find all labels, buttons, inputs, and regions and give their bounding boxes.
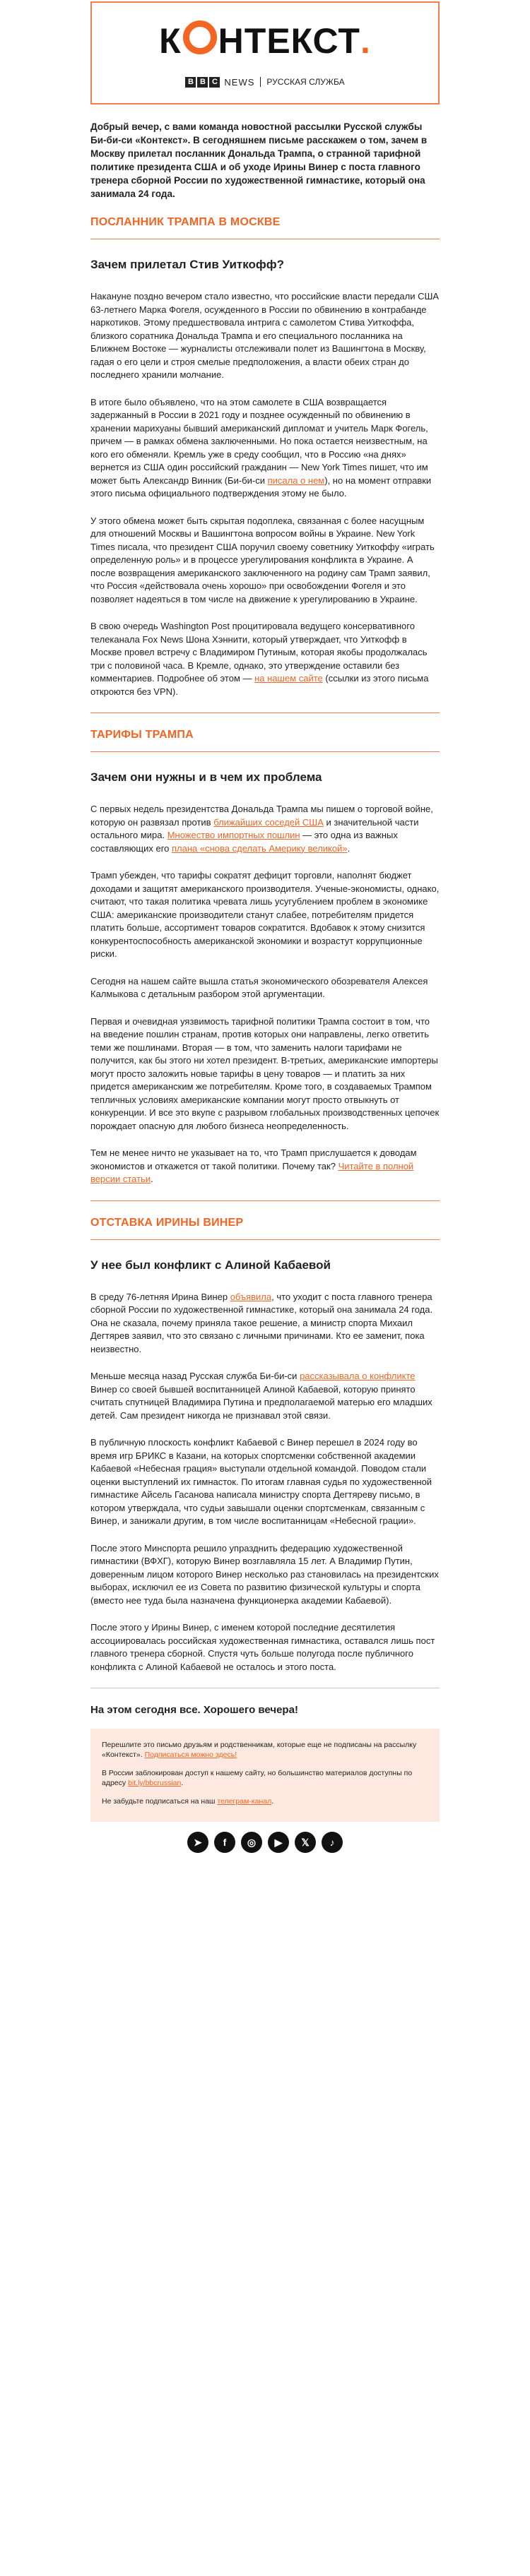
paragraph-text: Первая и очевидная уязвимость тарифной политики Трампа состоит в том, что на введение пошлин странам, против которых они направлены, легко ответить теми же пошлинами. Вторая — в том, что заменить налоги тарифами не получится, как бы этого ни хотел президент. В-третьих, американские импортеры могут просто заложить новые тарифы в цену товаров — и платить за них придется американским же потребителям. Кроме того, в создаваемых Трампом тепличных условиях американские компании могут просто отвыкнуть от конкуренции. И все это вкупе с разрывом глобальных производственных цепочек порождает опасную для любого бизнеса неопределенность. — [90, 1015, 440, 1131]
telegram-icon[interactable]: ➤ — [187, 1832, 208, 1853]
story-headline: У нее был конфликт с Алиной Кабаевой — [90, 1258, 331, 1272]
mirror-link[interactable]: bit.ly/bbcrussian — [128, 1779, 182, 1787]
paragraph-text: Трамп убежден, что тарифы сократят дефицит торговли, наполнят бюджет доходами и защитят американского производителя. Ученые-экономисты, однако, считают, что такая политика чревата лишь усугублением проблем в экономике США: американские производители станут слабее, потребителям придется платить больше, ассортимент товаров сократится. Вдобавок к этому снизится конкурентоспособность американской экономики и возрастут коррупционные риски. — [90, 870, 440, 959]
x-icon[interactable]: 𝕏 — [295, 1832, 316, 1853]
inline-link[interactable]: объявила — [230, 1291, 272, 1302]
logo-ring-icon — [183, 20, 217, 54]
logo-text-right: НТЕКСТ — [218, 20, 360, 61]
section-divider — [90, 751, 440, 752]
youtube-icon[interactable]: ▶ — [268, 1832, 289, 1853]
section-divider-top — [90, 1200, 440, 1201]
story-paragraph — [90, 290, 440, 382]
paragraph-text: В итоге было объявлено, что на этом самолете в США возвращается задержанный в России в 2021 году и позднее осужденный по обвинению в хранении марихуаны бывший американский дипломат и учитель Марк Фогель, причем — в рамках обмена заключенными. Но пока остается неизвестным, на кого его обменяли. Кремль уже в среду сообщил, что в Россию «на днях» вернется из США один российский гражданин — New York Times пишет, что им может быть Александр Винник (Би-би-си — [90, 396, 428, 486]
intro-paragraph: Добрый вечер, с вами команда новостной рассылки Русской службы Би-би-си «Контекст». В сегодняшнем письме расскажем о том, зачем в Москву прилетал посланник Дональда Трампа, о странной тарифной политике президента США и об уходе Ирины Винер с поста главного тренера сборной России по художественной гимнастике, который она занимала 24 года. — [90, 121, 428, 199]
bbc-letter: B — [197, 77, 208, 88]
subscribe-link[interactable]: Подписаться можно здесь! — [144, 1751, 237, 1759]
bbc-letter: C — [209, 77, 220, 88]
kontekst-logo[interactable] — [159, 19, 371, 59]
paragraph-text: — это одна из важных составляющих его — [90, 830, 398, 854]
paragraph-text: (ссылки из этого письма откроются без VPN). — [90, 673, 429, 697]
inline-link[interactable]: плана «снова сделать Америку великой» — [172, 842, 348, 854]
paragraph-text: Винер со своей бывшей воспитанницей Алиной Кабаевой, которую принято считать спутницей Владимира Путина и предполагаемой матерью его младших детей. Сам президент никогда не признавал этой связи. — [90, 1383, 432, 1421]
story-paragraph — [90, 396, 440, 501]
footer-text: Перешлите это письмо друзьям и родственникам, которые еще не подписаны на рассылку «Контекст». — [102, 1741, 417, 1759]
story-paragraph — [90, 1542, 440, 1608]
paragraph-text: Тем не менее ничто не указывает на то, что Трамп прислушается к доводам экономистов и откажется от такой политики. Почему так? — [90, 1147, 417, 1171]
bbc-blocks-icon — [185, 77, 220, 88]
logo-text-left: К — [159, 20, 182, 61]
footer-text: . — [181, 1779, 184, 1787]
story-paragraph — [90, 869, 440, 961]
story-paragraph — [90, 1370, 440, 1422]
logo-dot: . — [360, 20, 371, 61]
footer-text: В России заблокирован доступ к нашему сайту, но большинство материалов доступны по адресу — [102, 1769, 413, 1787]
paragraph-text: ), но на момент отправки этого письма официального подтверждения этому не было. — [90, 475, 432, 499]
paragraph-text: После этого Минспорта решило упразднить федерацию художественной гимнастики (ВФХГ), которую Винер возглавляла 15 лет. А Владимир Путин, доверенным лицом которого Винер несколько раз становилась на президентских выборах, исключил ее из Совета по развитию физической культуры и спорта (вместо нее туда была назначена функционерка академии Кабаевой). — [90, 1542, 439, 1606]
story-paragraph — [90, 1015, 440, 1133]
inline-link[interactable]: ближайших соседей США — [213, 816, 324, 828]
section-title: ПОСЛАННИК ТРАМПА В МОСКВЕ — [90, 216, 281, 228]
footer-text: . — [271, 1797, 274, 1806]
section-title: ОТСТАВКА ИРИНЫ ВИНЕР — [90, 1216, 244, 1229]
inline-link[interactable]: писала о нем — [267, 475, 325, 486]
footer-box — [90, 1729, 440, 1822]
footer-text: Не забудьте подписаться на наш — [102, 1797, 218, 1806]
story-headline: Зачем прилетал Стив Уиткофф? — [90, 258, 285, 271]
story-headline: Зачем они нужны и в чем их проблема — [90, 770, 322, 784]
story-paragraph — [90, 803, 440, 855]
story-paragraph — [90, 1291, 440, 1356]
paragraph-text: Меньше месяца назад Русская служба Би-би-си — [90, 1371, 300, 1381]
paragraph-text: Накануне поздно вечером стало известно, что российские власти передали США 63-летнего Марка Фогеля, осужденного в России по обвинению в контрабанде наркотиков. Этому предшествовала интрига с самолетом Стива Уиткоффа, близкого соратника Дональда Трампа и его специального посланника на Ближнем Востоке — журналисты отслеживали полет из Вашингтона в Москву, гадая о его цели и строя смелые предположения, а власти обеих стран до последнего хранили молчание. — [90, 291, 440, 380]
story-paragraph — [90, 1436, 440, 1528]
bbc-letter: B — [185, 77, 196, 88]
newsletter — [90, 0, 440, 1853]
telegram-channel-link[interactable]: телеграм-канал — [217, 1797, 272, 1806]
paragraph-text: . — [347, 842, 351, 854]
sections-container — [90, 216, 440, 1674]
story-paragraph — [90, 1147, 440, 1186]
story-paragraph — [90, 1621, 440, 1674]
paragraph-text: В публичную плоскость конфликт Кабаевой с Винер перешел в 2024 году во время игр БРИКС в Казани, на которых спортсменки собственной академии Кабаевой «Небесная грация» выступали отдельной командой. Поводом стали оценки выступлений их гимнасток. По итогам главная судья по художественной гимнастике Айсель Гасанова написала министру спорта Дегтяреву письмо, в котором утверждала, что судьи завышали оценки спортсменкам, связанным с Винер, и занижали другим, в том числе воспитанницам «Небесной грации». — [90, 1437, 432, 1526]
footer-telegram-text — [102, 1796, 428, 1806]
inline-link[interactable]: на нашем сайте — [254, 673, 323, 684]
paragraph-text: После этого у Ирины Винер, с именем которой последние десятилетия ассоциировалась российская художественная гимнастика, оставался лишь пост главного тренера сборной. Спустя чуть больше полугода после публичного конфликта с Алиной Кабаевой не осталось и этого поста. — [90, 1622, 435, 1672]
paragraph-text: и значительной части остального мира. — [90, 816, 419, 840]
paragraph-text: В среду 76-летняя Ирина Винер — [90, 1291, 230, 1302]
paragraph-text: , что уходит с поста главного тренера сборной России по художественной гимнастике, который она занимала 24 года. Она не сказала, почему приняла такое решение, а министр спорта Михаил Дегтярев заявил, что это связано с личными причинами. Кто ее заменит, пока неизвестно. — [90, 1291, 433, 1354]
section-title: ТАРИФЫ ТРАМПА — [90, 729, 194, 741]
inline-link[interactable]: Множество импортных пошлин — [167, 830, 300, 840]
paragraph-text: В свою очередь Washington Post процитировала ведущего консервативного телеканала Fox News Шона Хэннити, который утверждает, что Уиткофф в Москве провел встречу с Владимиром Путиным, которая якобы продолжалась три с половиной часа. В Кремле, однако, это утверждение оставили без комментариев. Подробнее об этом — — [90, 621, 428, 684]
facebook-icon[interactable]: f — [214, 1832, 235, 1853]
tiktok-icon[interactable]: ♪ — [322, 1832, 343, 1853]
paragraph-text: У этого обмена может быть скрытая подоплека, связанная с более насущным для отношений Москвы и Вашингтона вопросом войны в Украине. New York Times писала, что президент США поручил своему советнику Уиткоффу «играть определенную роль» и в процессе урегулирования конфликта в Украине. А после возвращения американского заключенного на родину сам Трамп заявил, что Россия «действовала очень хорошо» при освобождении Фогеля и это позволяет надеяться в том числе на движение к урегулированию в Украине. — [90, 515, 435, 604]
story-paragraph — [90, 515, 440, 607]
instagram-icon[interactable]: ◎ — [241, 1832, 262, 1853]
bbc-service-label: РУССКАЯ СЛУЖБА — [266, 77, 345, 87]
bbc-news-label: NEWS — [224, 76, 255, 88]
section-divider — [90, 1239, 440, 1240]
footer-blocked-text — [102, 1768, 428, 1788]
bbc-russian-logo[interactable] — [185, 77, 344, 88]
newsletter-header — [90, 1, 440, 105]
section-divider-top — [90, 712, 440, 713]
paragraph-text: . — [151, 1174, 153, 1184]
logo-divider — [260, 77, 261, 87]
inline-link[interactable]: рассказывала о конфликте — [300, 1371, 416, 1381]
footer-forward-text — [102, 1740, 428, 1760]
social-icons — [90, 1832, 440, 1853]
paragraph-text: С первых недель президентства Дональда Трампа мы пишем о торговой войне, которую он развязал против — [90, 804, 433, 828]
inline-link[interactable]: Читайте в полной версии статьи — [90, 1160, 414, 1184]
paragraph-text: Сегодня на нашем сайте вышла статья экономического обозревателя Алексея Калмыкова с детальным разбором этой аргументации. — [90, 975, 428, 999]
story-paragraph — [90, 975, 440, 1001]
signoff: На этом сегодня все. Хорошего вечера! — [90, 1704, 298, 1716]
story-paragraph — [90, 620, 440, 698]
